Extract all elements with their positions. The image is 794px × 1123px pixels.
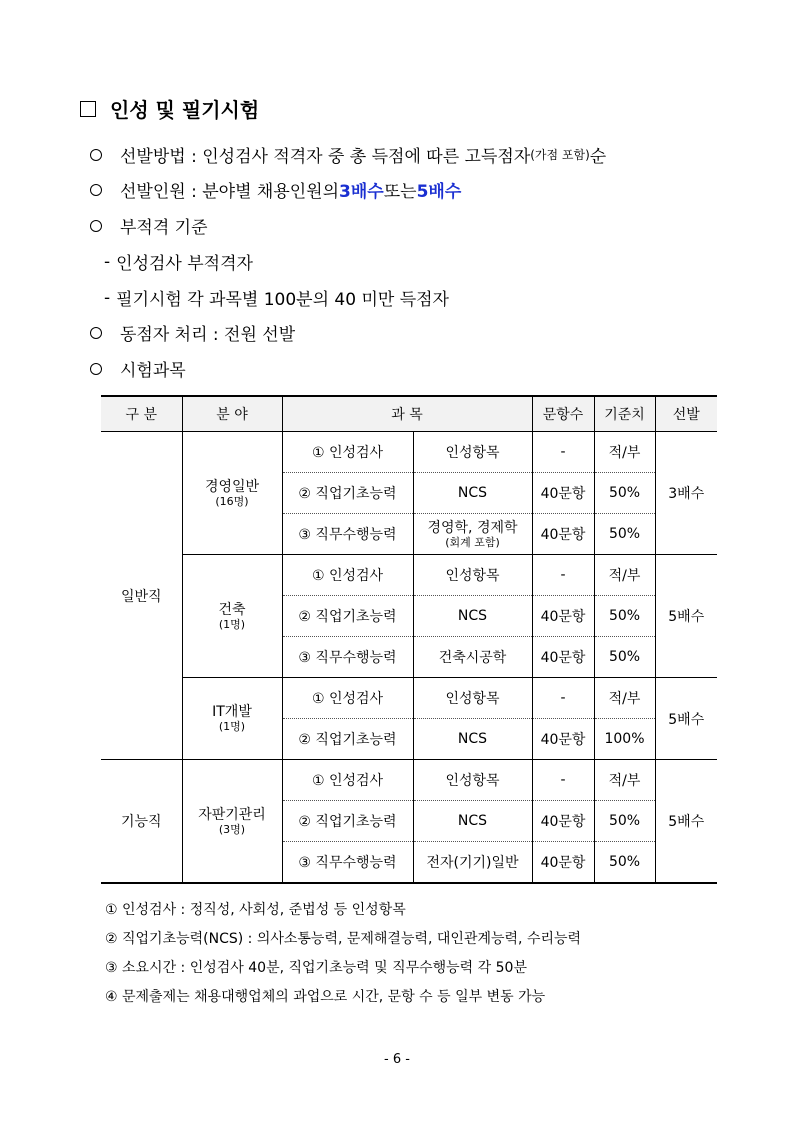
field-cell: 건축 (1명) [182,555,282,678]
page-number: - 6 - [384,1052,410,1067]
content-cell: NCS [413,719,532,760]
table-row [101,555,717,596]
category-technical: 기능직 [101,760,182,884]
line-tie [90,320,295,345]
std-cell: 50% [594,842,655,884]
content-cell: NCS [413,801,532,842]
selection-count-or: 또는 [383,182,417,202]
content-cell: 전자(기기)일반 [413,842,532,884]
disq-written-text: 필기시험 각 과목별 100분의 40 미만 득점자 [116,290,449,310]
std-cell: 적/부 [594,760,655,801]
subject-cell: ① 인성검사 [282,760,413,801]
footnote-3: ③ 소요시간 : 인성검사 40분, 직업기초능력 및 직무수행능력 각 50분 [105,960,527,976]
table-row [101,432,717,473]
tie-text: 동점자 처리 : 전원 선발 [120,325,296,345]
circle-bullet-icon [90,184,102,196]
selection-method-note: (가점 포함) [530,148,590,162]
header-selection: 선발 [655,396,717,432]
std-cell: 50% [594,514,655,555]
line-disq-personality: - 인성검사 부적격자 [104,249,253,274]
qty-cell: 40문항 [532,842,594,884]
select-cell: 5배수 [655,555,717,678]
field-cell: IT개발 (1명) [182,678,282,760]
category-general: 일반직 [101,432,182,760]
content-cell: 인성항목 [413,678,532,719]
selection-count-text: 선발인원 : 분야별 채용인원의 [120,182,340,202]
header-field: 분 야 [182,396,282,432]
std-cell: 적/부 [594,432,655,473]
exam-subjects-table [101,395,717,884]
line-selection-count [90,177,461,202]
std-cell: 적/부 [594,678,655,719]
subject-cell: ① 인성검사 [282,678,413,719]
content-cell: 경영학, 경제학 (회계 포함) [413,514,532,555]
highlight-3x: 3배수 [339,182,384,202]
std-cell: 50% [594,473,655,514]
subjects-text: 시험과목 [120,361,186,381]
std-cell: 적/부 [594,555,655,596]
subject-cell: ② 직업기초능력 [282,719,413,760]
circle-bullet-icon [90,327,102,339]
circle-bullet-icon [90,220,102,232]
highlight-5x: 5배수 [416,182,462,202]
subject-cell: ③ 직무수행능력 [282,514,413,555]
std-cell: 50% [594,637,655,678]
circle-bullet-icon [90,363,102,375]
selection-method-text: 선발방법 : 인성검사 적격자 중 총 득점에 따른 고득점자 [120,147,531,167]
subject-cell: ② 직업기초능력 [282,801,413,842]
header-standard: 기준치 [594,396,655,432]
line-disqualification [90,213,208,238]
selection-method-end: 순 [589,147,607,167]
header-subject: 과 목 [282,396,532,432]
disq-personality-text: 인성검사 부적격자 [116,254,253,274]
content-cell: 인성항목 [413,555,532,596]
field-cell: 자판기관리 (3명) [182,760,282,884]
subject-cell: ① 인성검사 [282,555,413,596]
table-row [101,760,717,801]
qty-cell: 40문항 [532,801,594,842]
header-question-count: 문항수 [532,396,594,432]
std-cell: 50% [594,596,655,637]
select-cell: 5배수 [655,678,717,760]
line-subjects [90,356,186,381]
content-cell: 인성항목 [413,760,532,801]
qty-cell: 40문항 [532,719,594,760]
qty-cell: - [532,678,594,719]
qty-cell: 40문항 [532,596,594,637]
footnotes [105,896,581,1012]
subject-cell: ① 인성검사 [282,432,413,473]
qty-cell: - [532,432,594,473]
disqualification-text: 부적격 기준 [120,218,208,238]
footnote-2: ② 직업기초능력(NCS) : 의사소통능력, 문제해결능력, 대인관계능력, 수리능력 [105,931,582,947]
select-cell: 3배수 [655,432,717,555]
circle-bullet-icon [90,149,102,161]
section-title-text: 인성 및 필기시험 [110,98,260,122]
checkbox-square-icon [80,101,96,117]
subject-cell: ③ 직무수행능력 [282,842,413,884]
line-selection-method [90,142,606,167]
field-cell: 경영일반 (16명) [182,432,282,555]
subject-cell: ③ 직무수행능력 [282,637,413,678]
section-title [80,94,259,123]
qty-cell: - [532,555,594,596]
content-cell: 인성항목 [413,432,532,473]
content-cell: 건축시공학 [413,637,532,678]
qty-cell: 40문항 [532,637,594,678]
qty-cell: 40문항 [532,473,594,514]
table-row [101,678,717,719]
qty-cell: 40문항 [532,514,594,555]
footnote-4: ④ 문제출제는 채용대행업체의 과업으로 시간, 문항 수 등 일부 변동 가능 [105,989,546,1005]
content-cell: NCS [413,596,532,637]
content-cell: NCS [413,473,532,514]
subject-cell: ② 직업기초능력 [282,473,413,514]
table-header-row [101,396,717,432]
subject-cell: ② 직업기초능력 [282,596,413,637]
line-disq-written: - 필기시험 각 과목별 100분의 40 미만 득점자 [104,285,449,310]
footnote-1: ① 인성검사 : 정직성, 사회성, 준법성 등 인성항목 [105,902,406,918]
qty-cell: - [532,760,594,801]
select-cell: 5배수 [655,760,717,884]
std-cell: 50% [594,801,655,842]
header-category: 구 분 [101,396,182,432]
std-cell: 100% [594,719,655,760]
